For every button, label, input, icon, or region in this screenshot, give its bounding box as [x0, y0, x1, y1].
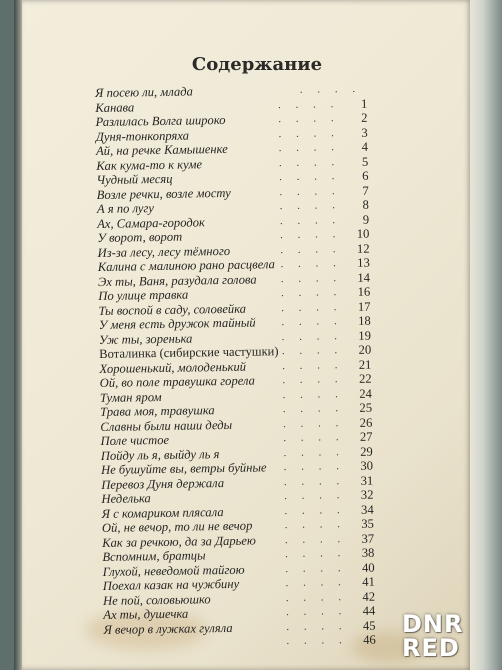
toc-entry-title: Ах ты, душечка: [103, 606, 189, 622]
toc-leader-dots: . . . .: [284, 532, 347, 546]
toc-entry-title: Калина с малиною рано расцвела: [97, 257, 275, 274]
toc-leader-dots: . . . .: [285, 605, 348, 619]
toc-entry-title: Вспомним, братцы: [102, 548, 206, 564]
toc-leader-dots: . . . .: [286, 634, 348, 648]
toc-leader-dots: . . . .: [279, 213, 342, 227]
toc-entry-page: 22: [358, 371, 372, 386]
toc-leader-dots: . . . .: [285, 561, 347, 575]
toc-entry-page: 1: [360, 96, 368, 111]
toc-entry-title: Ты воспой в саду, соловейка: [98, 301, 247, 318]
toc-entry-title: У меня есть дружок тайный: [98, 315, 256, 332]
toc-entry-page: 8: [362, 197, 370, 212]
toc-leader-dots: . . . .: [282, 387, 344, 401]
toc-leader-dots: . . . .: [284, 518, 347, 532]
toc-entry-page: 7: [362, 183, 369, 198]
toc-leader-dots: . . . .: [283, 445, 345, 459]
toc-leader-dots: . . . .: [284, 503, 346, 517]
watermark-line-2: RED: [402, 634, 460, 662]
toc-entry-title: Не бушуйте вы, ветры буйные: [100, 460, 267, 477]
toc-entry-page: 5: [361, 154, 369, 169]
toc-entry-page: 2: [361, 110, 368, 125]
toc-entry-title: Эх ты, Ваня, разудала голова: [97, 271, 257, 289]
toc-entry-page: 44: [362, 603, 376, 618]
toc-entry-title: Перевоз Дуня держала: [101, 475, 225, 492]
toc-entry-title: Ай, на речке Камышенке: [95, 141, 228, 158]
toc-entry-title: Канава: [95, 99, 135, 115]
toc-entry-title: Глухой, неведомой тайгою: [102, 562, 245, 579]
toc-entry-title: Воталинка (сибирские частушки): [99, 344, 279, 361]
toc-leader-dots: . . . .: [283, 474, 346, 488]
toc-entry-title: Ой, во поле травушка горела: [99, 373, 256, 390]
toc-entry-title: Поехал казак на чужбину: [102, 576, 240, 593]
toc-entry-page: 10: [356, 226, 370, 241]
toc-entry-title: Я посею ли, млада: [95, 84, 194, 100]
toc-leader-dots: . . . .: [285, 590, 348, 604]
toc-entry-page: 14: [357, 270, 371, 285]
toc-entry-title: Из-за лесу, лесу тёмного: [97, 243, 231, 260]
toc-entry-title: Ах, Самара-городок: [97, 214, 205, 231]
toc-entry-title: Дуня-тонкопряха: [95, 128, 190, 144]
toc-entry-page: 17: [357, 299, 371, 314]
toc-entry-page: 40: [361, 560, 375, 575]
watermark-logo: [402, 612, 496, 660]
toc-entry-page: 42: [362, 589, 376, 604]
toc-leader-dots: . . . .: [284, 489, 346, 503]
toc-entry-title: Трава моя, травушка: [100, 403, 215, 419]
toc-entry-title: Неделька: [101, 491, 151, 506]
toc-entry-page: 12: [356, 241, 370, 256]
toc-entry-page: 35: [361, 516, 375, 531]
toc-leader-dots: . . . .: [278, 126, 340, 140]
toc-leader-dots: . . . .: [283, 460, 346, 474]
toc-entry-title: Чудный месяц: [96, 171, 173, 187]
page-title: Содержание: [191, 54, 323, 76]
toc-entry-page: 19: [358, 328, 372, 343]
toc-leader-dots: . . . .: [277, 97, 340, 111]
toc-entry-page: 41: [362, 574, 375, 589]
toc-entry-title: Хорошенький, молоденький: [99, 359, 247, 376]
toc-entry-title: Как кума-то к куме: [96, 156, 203, 173]
toc-leader-dots: . . . .: [281, 344, 344, 358]
toc-entry-page: 3: [361, 125, 368, 140]
toc-entry-title: Туман яром: [99, 389, 162, 405]
toc-entry-title: Не пой, соловьюшко: [102, 591, 211, 608]
toc-entry-page: 13: [357, 255, 370, 270]
toc-entry-page: 9: [362, 212, 370, 227]
toc-entry-title: Поле чистое: [100, 432, 170, 448]
toc-leader-dots: . . . .: [280, 286, 343, 300]
toc-entry-title: Пойду ль я, выйду ль я: [100, 446, 220, 463]
toc-leader-dots: . . . .: [285, 547, 347, 561]
toc-entry-page: 16: [357, 284, 371, 299]
toc-entry-page: 6: [362, 168, 369, 183]
toc-entry-title: Славны были наши деды: [100, 417, 233, 434]
toc-entry-page: 45: [362, 618, 376, 633]
toc-entry-title: Я с комариком плясала: [101, 504, 224, 521]
toc-entry-page: 29: [360, 444, 373, 459]
toc-leader-dots: . . . .: [278, 112, 340, 126]
toc-entry-title: У ворот, ворот: [97, 229, 183, 245]
toc-entry-page: 20: [358, 342, 372, 357]
toc-entry-page: 21: [358, 357, 372, 372]
toc-leader-dots: . . . .: [282, 358, 344, 372]
toc-leader-dots: . . . .: [281, 315, 343, 329]
toc-entry-page: 34: [360, 502, 374, 517]
toc-entry-page: 27: [359, 429, 373, 444]
toc-entry-page: 30: [360, 458, 374, 473]
toc-leader-dots: . . . .: [279, 199, 341, 213]
toc-leader-dots: . . . .: [279, 184, 341, 198]
toc-leader-dots: . . . .: [278, 155, 341, 169]
toc-entry-title: Ой, не вечор, то ли не вечор: [101, 518, 253, 535]
toc-leader-dots: . . . .: [281, 329, 344, 343]
toc-entry-page: 31: [360, 473, 374, 488]
toc-entry-title: Я вечор в лужках гуляла: [103, 620, 233, 637]
toc-entry-page: 4: [361, 139, 369, 154]
toc-entry-title: А я по лугу: [96, 201, 155, 216]
toc-entry-page: 46: [363, 632, 376, 647]
toc-entry-title: Уж ты, зоренька: [98, 331, 193, 347]
toc-entry-page: 18: [358, 313, 371, 328]
toc-leader-dots: . . . .: [278, 141, 341, 155]
toc-leader-dots: . . . .: [279, 170, 341, 184]
toc-leader-dots: . . . .: [286, 619, 348, 633]
toc-leader-dots: . . . .: [282, 373, 344, 387]
toc-entry-title: Как за речкою, да за Дарьею: [102, 533, 256, 550]
toc-leader-dots: . . . .: [285, 576, 347, 590]
toc-entry-page: 38: [361, 545, 375, 560]
toc-entry-page: 24: [359, 386, 372, 401]
toc-leader-dots: . . . .: [283, 431, 345, 445]
toc-leader-dots: . . . .: [280, 242, 342, 256]
background-right: [470, 0, 502, 670]
toc-entry-page: 37: [361, 531, 375, 546]
toc-leader-dots: . . . .: [280, 228, 342, 242]
toc-entry-page: 25: [359, 400, 373, 415]
toc-entry-title: По улице травка: [98, 287, 189, 303]
watermark-line-1: DNR: [402, 610, 464, 638]
toc-leader-dots: . . . .: [282, 402, 345, 416]
toc-entry-title: Возле речки, возле мосту: [96, 185, 231, 202]
toc-leader-dots: . . . .: [280, 257, 342, 271]
toc-leader-dots: . . . .: [280, 271, 343, 285]
toc-entry-page: 32: [360, 487, 374, 502]
toc-leader-dots: . . . .: [282, 416, 345, 430]
toc-entry-title: Разлилась Волга широко: [95, 112, 226, 129]
table-of-contents: [95, 82, 376, 652]
toc-entry-page: 26: [359, 415, 373, 430]
toc-leader-dots: . . . .: [299, 82, 362, 96]
toc-leader-dots: . . . .: [281, 300, 343, 314]
